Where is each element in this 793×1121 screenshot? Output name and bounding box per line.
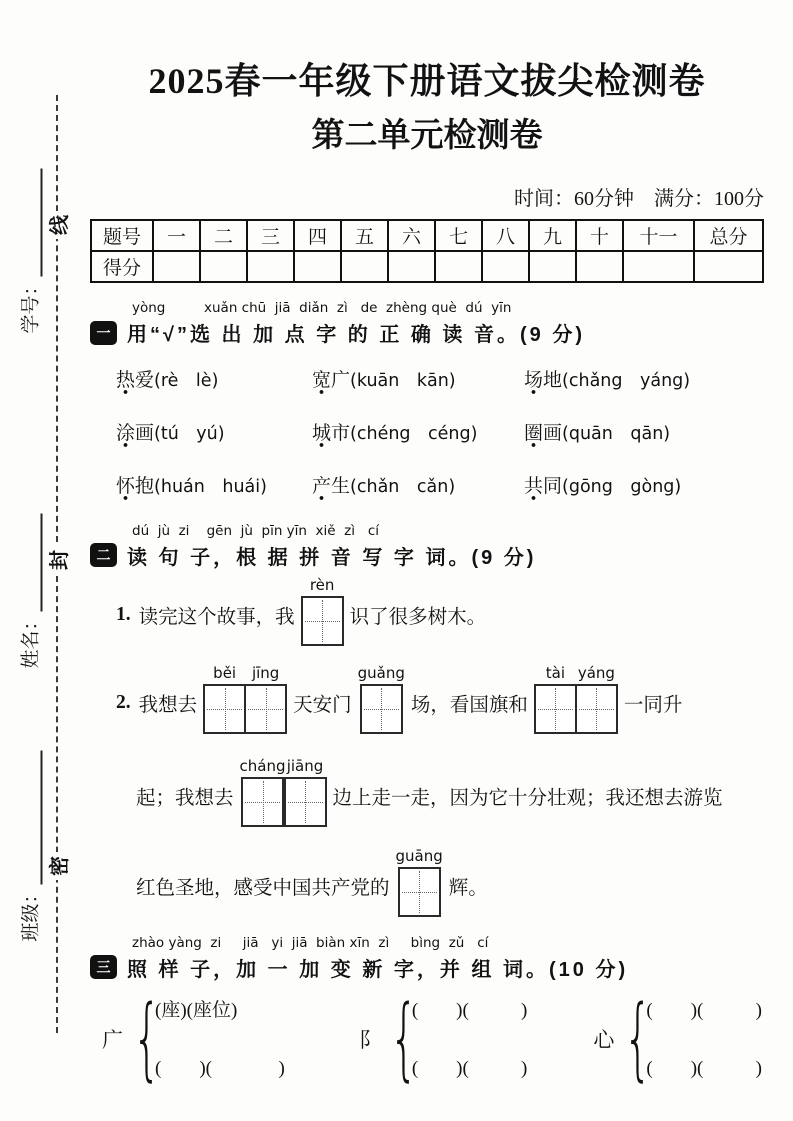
option-quanhua: 圈画(quān qān) <box>524 423 671 445</box>
pinyin-label: jīng <box>251 663 280 682</box>
q3-groups <box>90 985 764 1091</box>
name-label <box>16 503 43 669</box>
writing-box <box>398 867 441 917</box>
q2-number-icon: 二 <box>90 543 117 567</box>
col-11: 十一 <box>623 220 694 251</box>
writing-box <box>241 777 284 827</box>
student-number-label <box>16 158 43 334</box>
answer-row-blank: ( )( ) <box>411 999 528 1021</box>
option-chengshi: 城市(chéng céng) <box>312 423 478 445</box>
score-cell <box>200 251 247 282</box>
answer-row-example: (座)(座位) <box>155 999 238 1021</box>
writing-box <box>360 684 403 734</box>
score-cell <box>294 251 341 282</box>
writing-box-group <box>534 664 618 734</box>
student-number-text: 学号： <box>20 276 42 334</box>
writing-box <box>244 684 287 734</box>
seal-char-feng: 封 <box>40 546 74 574</box>
pinyin-label: běi <box>213 663 237 682</box>
header-cell-defen: 得分 <box>91 251 153 282</box>
pinyin-label: guǎng <box>357 663 405 682</box>
q3-number-icon: 三 <box>90 955 117 979</box>
q1-options <box>90 365 764 498</box>
q1-pinyin: yòng xuǎn chū jiā diǎn zì de zhèng què dú yīn <box>132 300 512 317</box>
score-cell <box>435 251 482 282</box>
option-chansheng: 产生(chǎn cǎn) <box>312 476 456 498</box>
q3-header <box>90 953 764 982</box>
writing-box-group <box>240 757 327 827</box>
name-text: 姓名： <box>20 611 42 669</box>
q2-header <box>90 541 764 570</box>
col-2: 二 <box>200 220 247 251</box>
score-cell <box>529 251 576 282</box>
pinyin-label: rèn <box>309 575 335 594</box>
radical-char: 心 <box>593 1027 615 1052</box>
writing-box <box>284 777 327 827</box>
writing-box <box>575 684 618 734</box>
q1-header <box>90 318 764 347</box>
col-9: 九 <box>529 220 576 251</box>
col-1: 一 <box>153 220 200 251</box>
q2-item-2: 2. 我想去 běi jīng 天安门 guǎng 场，看国旗和 tài yáng 一同升 <box>90 656 764 750</box>
page-title: 2025春一年级下册语文拔尖检测卷 <box>148 61 706 101</box>
option-gongtong: 共同(gōng gòng) <box>524 476 682 498</box>
q1-title: 用“√”选 出 加 点 字 的 正 确 读 音。(9 分) <box>127 324 585 347</box>
option-huaibao: 怀抱(huán huái) <box>116 476 267 498</box>
writing-box-group <box>358 664 405 734</box>
col-4: 四 <box>294 220 341 251</box>
writing-box-group <box>396 847 443 917</box>
class-text: 班级： <box>20 884 42 942</box>
q2-item-2-cont2: 红色圣地，感受中国共产党的 guāng 辉。 <box>90 842 764 930</box>
score-cell <box>153 251 200 282</box>
brace-icon: { <box>389 985 418 1091</box>
score-table <box>90 219 764 283</box>
radical-group-guang <box>102 985 285 1091</box>
pinyin-label: jiāng <box>286 756 324 775</box>
page-subtitle: 第二单元检测卷 <box>311 118 543 155</box>
option-kuanguang: 宽广(kuān kān) <box>312 370 456 392</box>
col-10: 十 <box>576 220 623 251</box>
answer-row-blank: ( )( ) <box>411 1057 528 1079</box>
writing-box <box>534 684 577 734</box>
time-score-info: 时间：60分钟 满分：100分 <box>514 188 764 211</box>
writing-box-group <box>203 664 287 734</box>
answer-row-blank: ( )( ) <box>646 999 762 1021</box>
brace-icon: { <box>132 985 162 1091</box>
q3-title: 照 样 子，加 一 加 变 新 字，并 组 词。(10 分) <box>127 958 629 981</box>
paper-content <box>90 60 764 1091</box>
seal-char-xian: 线 <box>40 211 74 239</box>
writing-box <box>301 596 344 646</box>
q1-number-icon: 一 <box>90 321 117 345</box>
q3-pinyin: zhào yàng zi jiā yi jiā biàn xīn zì bìng zǔ cí <box>132 934 489 951</box>
table-row-scores <box>91 251 763 282</box>
pinyin-label: yáng <box>577 663 615 682</box>
score-cell <box>576 251 623 282</box>
option-changdi: 场地(chǎng yáng) <box>524 370 691 392</box>
radical-char: 阝 <box>358 1027 380 1052</box>
class-blank <box>23 750 43 884</box>
score-cell <box>341 251 388 282</box>
pinyin-label: tài <box>545 663 566 682</box>
pinyin-label: guāng <box>395 846 443 865</box>
col-5: 五 <box>341 220 388 251</box>
name-blank <box>23 513 43 611</box>
option-reai: 热爱(rè lè) <box>116 370 219 392</box>
header-cell-tihao: 题号 <box>91 220 153 251</box>
score-cell <box>482 251 529 282</box>
pinyin-label: cháng <box>239 756 286 775</box>
score-cell <box>694 251 763 282</box>
score-cell <box>247 251 294 282</box>
answer-row-blank: ( )( ) <box>646 1057 762 1079</box>
writing-box <box>203 684 246 734</box>
col-8: 八 <box>482 220 529 251</box>
seal-char-mi: 密 <box>40 852 74 880</box>
radical-group-xin <box>593 985 762 1091</box>
score-cell <box>388 251 435 282</box>
table-row-question-numbers <box>91 220 763 251</box>
col-total: 总分 <box>694 220 763 251</box>
student-number-blank <box>23 168 43 276</box>
q2-pinyin: dú jù zi gēn jù pīn yīn xiě zì cí <box>132 523 380 540</box>
answer-row-blank: ( )( ) <box>155 1057 285 1079</box>
radical-group-fu <box>358 985 528 1091</box>
brace-icon: { <box>623 985 653 1091</box>
radical-char: 广 <box>102 1027 123 1052</box>
col-3: 三 <box>247 220 294 251</box>
writing-box-group <box>301 576 344 646</box>
option-tuhua: 涂画(tú yú) <box>116 423 225 445</box>
col-6: 六 <box>388 220 435 251</box>
q2-title: 读 句 子，根 据 拼 音 写 字 词。(9 分) <box>127 546 537 569</box>
score-cell <box>623 251 694 282</box>
q2-item-1: 1. 读完这个故事，我 rèn 识了很多树木。 <box>90 574 764 656</box>
q2-item-2-cont: 起；我想去 cháng jiāng 边上走一走，因为它十分壮观；我还想去游览 <box>90 750 764 842</box>
col-7: 七 <box>435 220 482 251</box>
class-label <box>16 740 43 942</box>
